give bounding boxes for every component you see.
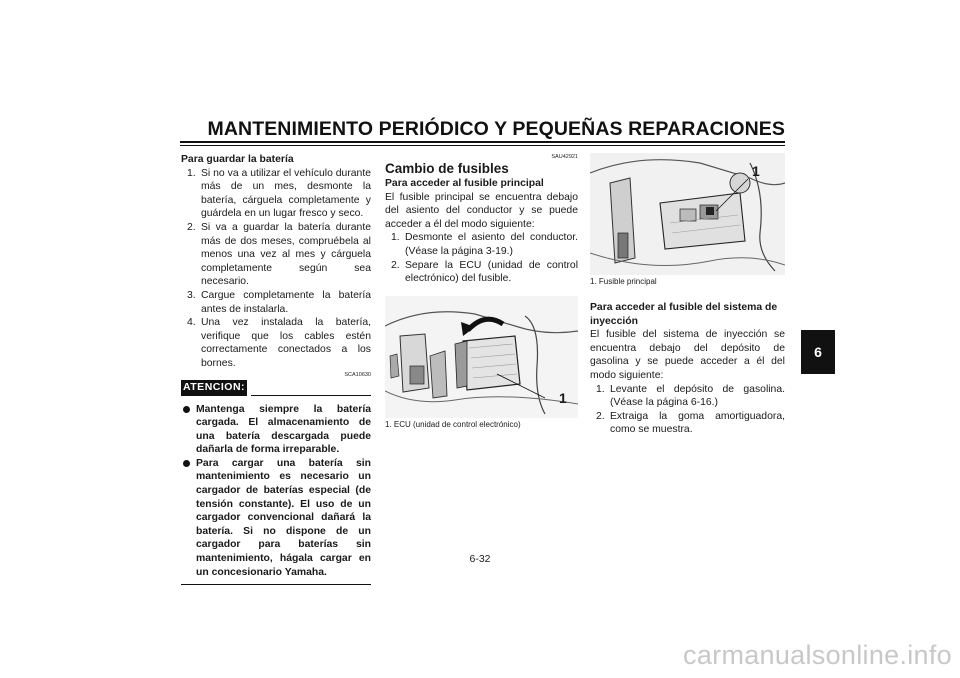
step-number: 4. xyxy=(187,317,196,329)
page-number: 6-32 xyxy=(469,553,491,565)
section-title: Cambio de fusibles xyxy=(385,161,509,176)
injection-fuse-heading: Para acceder al fusible del sistema de inyección xyxy=(590,302,778,327)
middle-column xyxy=(385,153,578,430)
list-item xyxy=(385,259,578,286)
attention-end-rule xyxy=(181,584,371,585)
step-number: 1. xyxy=(187,167,196,179)
bullet-text: Para cargar una batería sin mantenimiento es necesario un cargador de baterías especial (de tensión constante). El uso de un cargador convencional dañará la batería. Si no dispone de un cargador para baterías sin mantenimiento, hágala cargar en un concesionario Yamaha. xyxy=(196,457,371,578)
header-rule xyxy=(180,141,785,143)
fuse-figure-caption: 1. Fusible principal xyxy=(590,277,657,286)
bullet-icon xyxy=(183,460,190,467)
injection-fuse-intro: El fusible del sistema de inyección se encuentra debajo del depósito de gasolina y se puede acceder a él del modo siguiente: xyxy=(590,329,785,381)
ecu-illustration xyxy=(385,296,578,418)
attention-bullets xyxy=(181,403,371,580)
battery-storage-heading: Para guardar la batería xyxy=(181,154,294,165)
step-number: 1. xyxy=(596,383,605,395)
step-text: Levante el depósito de gasolina. (Véase la página 6-16.) xyxy=(610,383,785,409)
step-number: 1. xyxy=(391,232,400,244)
attention-rule xyxy=(251,395,371,396)
list-item xyxy=(590,383,785,410)
bullet-text: Mantenga siempre la batería cargada. El almacenamiento de una batería descargada puede dañarla de forma irreparable. xyxy=(196,403,371,456)
step-number: 2. xyxy=(391,259,400,271)
main-fuse-steps xyxy=(385,231,578,285)
list-item xyxy=(181,167,371,221)
list-item xyxy=(590,410,785,437)
main-fuse-photo xyxy=(590,153,785,275)
reference-code: SCA10630 xyxy=(344,371,371,378)
list-item xyxy=(181,316,371,370)
battery-steps xyxy=(181,167,371,371)
step-text: Si va a guardar la batería durante más de dos meses, compruébela al menos una vez al mes y cárguela completamente según sea necesario. xyxy=(201,221,371,288)
ecu-photo xyxy=(385,296,578,418)
header-rule-thin xyxy=(180,145,785,146)
step-text: Una vez instalada la batería, verifique que los cables estén correctamente conectados a los bornes. xyxy=(201,317,371,369)
list-item xyxy=(181,289,371,316)
reference-code: SAU42921 xyxy=(551,154,578,160)
step-number: 2. xyxy=(187,221,196,233)
step-text: Desmonte el asiento del conductor. (Véase la página 3-19.) xyxy=(405,232,578,257)
watermark-text: carmanualsonline.info xyxy=(683,640,952,670)
list-item xyxy=(181,221,371,289)
main-fuse-heading: Para acceder al fusible principal xyxy=(385,178,544,189)
main-fuse-intro: El fusible principal se encuentra debajo del asiento del conductor y se puede acceder a él del modo siguiente: xyxy=(385,191,578,230)
injection-fuse-steps xyxy=(590,383,785,437)
attention-label: ATENCION: xyxy=(181,380,247,396)
step-text: Cargue completamente la batería antes de instalarla. xyxy=(201,289,371,315)
fuse-callout-number: 1 xyxy=(752,163,760,179)
bullet-icon xyxy=(183,406,190,413)
ecu-callout-number: 1 xyxy=(559,389,567,406)
chapter-tab: 6 xyxy=(801,330,835,374)
left-column xyxy=(181,153,371,585)
right-column xyxy=(590,153,785,437)
list-item xyxy=(181,457,371,579)
ecu-figure-caption: 1. ECU (unidad de control electrónico) xyxy=(385,419,521,429)
list-item xyxy=(181,403,371,457)
list-item xyxy=(385,231,578,258)
step-number: 2. xyxy=(596,410,605,422)
step-text: Extraiga la goma amortiguadora, como se muestra. xyxy=(610,410,785,436)
step-text: Separe la ECU (unidad de control electrónico) del fusible. xyxy=(405,259,578,285)
step-number: 3. xyxy=(187,289,196,301)
step-text: Si no va a utilizar el vehículo durante más de un mes, desmonte la batería, cárguela completamente y guárdela en un lugar fresco y seco. xyxy=(201,167,371,220)
page-header-title: MANTENIMIENTO PERIÓDICO Y PEQUEÑAS REPARACIONES xyxy=(207,118,785,140)
attention-header xyxy=(181,380,371,400)
